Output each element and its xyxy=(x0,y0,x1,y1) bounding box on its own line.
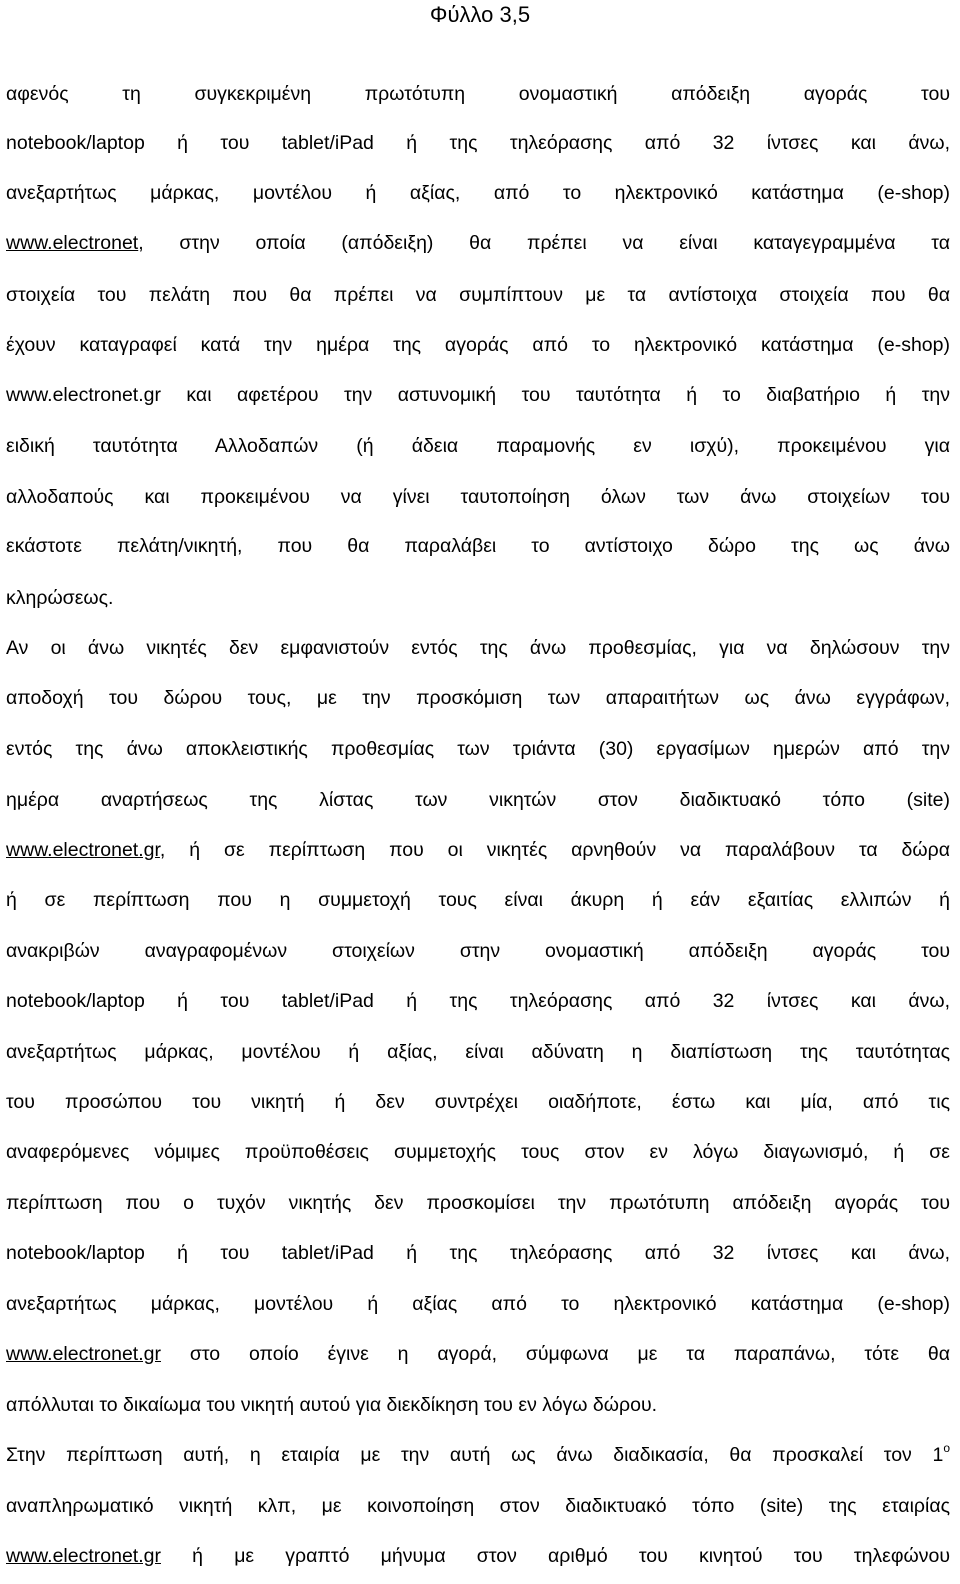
text-line: απόλλυται το δικαίωμα του νικητή αυτού για διεκδίκηση του εν λόγω δώρου. xyxy=(6,1394,658,1416)
text-line: κληρώσεως. xyxy=(6,587,114,609)
text-line: ανεξαρτήτως μάρκας, μοντέλου ή αξίας από το ηλεκτρονικό κατάστημα (e-shop) xyxy=(6,1293,950,1315)
text-line xyxy=(6,1542,950,1570)
text-line: Αν οι άνω νικητές δεν εμφανιστούν εντός της άνω προθεσμίας, για να δηλώσουν την xyxy=(6,637,950,659)
text-line: notebook/laptop ή του tablet/iPad ή της τηλεόρασης από 32 ίντσες και άνω, xyxy=(6,1242,950,1264)
text-line: αλλοδαπούς και προκειμένου να γίνει ταυτοποίηση όλων των άνω στοιχείων του xyxy=(6,486,950,508)
text-line: ημέρα αναρτήσεως της λίστας των νικητών στον διαδικτυακό τόπο (site) xyxy=(6,789,950,811)
text-line: εκάστοτε πελάτη/νικητή, που θα παραλάβει το αντίστοιχο δώρο της ως άνω xyxy=(6,535,950,557)
page-title: Φύλλο 3,5 xyxy=(429,2,531,27)
text-line xyxy=(6,229,950,257)
text-line: στοιχεία του πελάτη που θα πρέπει να συμπίπτουν με τα αντίστοιχα στοιχεία που θα xyxy=(6,284,950,306)
text-line xyxy=(6,836,950,864)
text-fragment: , ή σε περίπτωση που οι νικητές αρνηθούν να παραλάβουν τα δώρα xyxy=(159,839,950,861)
electronet-link[interactable]: www.electronet xyxy=(6,232,139,254)
text-line xyxy=(6,1441,950,1469)
text-line: notebook/laptop ή του tablet/iPad ή της τηλεόρασης από 32 ίντσες και άνω, xyxy=(6,990,950,1012)
text-line: ή σε περίπτωση που η συμμετοχή τους είναι άκυρη ή εάν εξαιτίας ελλιπών ή xyxy=(6,889,950,911)
text-line: έχουν καταγραφεί κατά την ημέρα της αγοράς από το ηλεκτρονικό κατάστημα (e-shop) xyxy=(6,334,950,356)
text-line: αποδοχή του δώρου τους, με την προσκόμιση των απαραιτήτων ως άνω εγγράφων, xyxy=(6,687,950,709)
text-line: αφενός τη συγκεκριμένη πρωτότυπη ονομαστική απόδειξη αγοράς του xyxy=(6,83,950,105)
text-fragment: Στην περίπτωση αυτή, η εταιρία με την αυτή ως άνω διαδικασία, θα προσκαλεί τον 1 xyxy=(6,1444,944,1466)
text-line: notebook/laptop ή του tablet/iPad ή της τηλεόρασης από 32 ίντσες και άνω, xyxy=(6,132,950,154)
text-line: ειδική ταυτότητα Αλλοδαπών (ή άδεια παραμονής εν ισχύ), προκειμένου για xyxy=(6,435,950,457)
text-fragment: στο οποίο έγινε η αγορά, σύμφωνα με τα παραπάνω, τότε θα xyxy=(160,1343,950,1365)
text-line: ανακριβών αναγραφομένων στοιχείων στην ονομαστική απόδειξη αγοράς του xyxy=(6,940,950,962)
text-line: αναπληρωματικό νικητή κλπ, με κοινοποίηση στον διαδικτυακό τόπο (site) της εταιρίας xyxy=(6,1495,950,1517)
text-fragment: , στην οποία (απόδειξη) θα πρέπει να είναι καταγεγραμμένα τα xyxy=(138,232,950,254)
text-line: ανεξαρτήτως μάρκας, μοντέλου ή αξίας, είναι αδύνατη η διαπίστωση της ταυτότητας xyxy=(6,1041,950,1063)
text-fragment: ή με γραπτό μήνυμα στον αριθμό του κινητού του τηλεφώνου xyxy=(160,1545,950,1567)
text-line: περίπτωση που ο τυχόν νικητής δεν προσκομίσει την πρωτότυπη απόδειξη αγοράς του xyxy=(6,1192,950,1214)
text-line: αναφερόμενες νόμιμες προϋποθέσεις συμμετοχής τους στον εν λόγω διαγωνισμό, ή σε xyxy=(6,1141,950,1163)
electronet-link[interactable]: www.electronet.gr xyxy=(6,1343,161,1365)
ordinal-superscript: ο xyxy=(943,1441,950,1455)
text-line: του προσώπου του νικητή ή δεν συντρέχει οιαδήποτε, έστω και μία, από τις xyxy=(6,1091,950,1113)
electronet-link[interactable]: www.electronet.gr xyxy=(6,1545,161,1567)
electronet-link[interactable]: www.electronet.gr xyxy=(6,839,160,861)
text-line: εντός της άνω αποκλειστικής προθεσμίας των τριάντα (30) εργασίμων ημερών από την xyxy=(6,738,950,760)
text-line: ανεξαρτήτως μάρκας, μοντέλου ή αξίας, από το ηλεκτρονικό κατάστημα (e-shop) xyxy=(6,182,950,204)
text-line: www.electronet.gr και αφετέρου την αστυνομική του ταυτότητα ή το διαβατήριο ή την xyxy=(6,384,950,406)
text-line xyxy=(6,1340,950,1368)
